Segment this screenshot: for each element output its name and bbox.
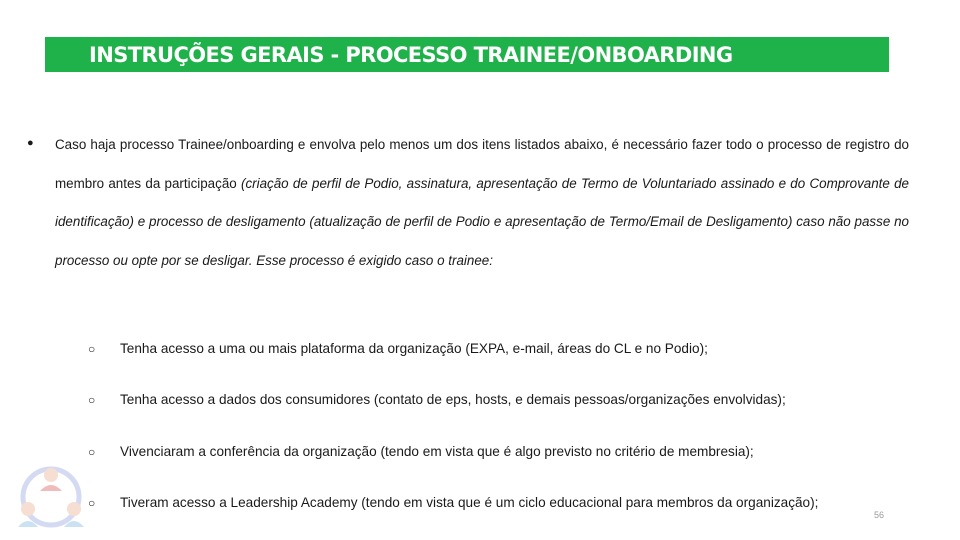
intro-paragraph	[55, 126, 909, 280]
team-circle-logo-icon	[14, 461, 88, 533]
circle-bullet-icon: ○	[88, 496, 96, 510]
list-item-text: Vivenciaram a conferência da organização (tendo em vista que é algo previsto no critério de membresia);	[120, 444, 754, 459]
list-item	[88, 486, 908, 520]
list-item-text: Tenha acesso a uma ou mais plataforma da organização (EXPA, e-mail, áreas do CL e no Podio);	[120, 341, 708, 356]
list-item	[88, 383, 908, 417]
circle-bullet-icon: ○	[88, 393, 96, 407]
intro-text-regular: Caso haja processo Trainee/onboarding e envolva pelo menos um dos itens listados abaixo, é necessário fazer todo o processo de registro do membro antes da participação	[55, 137, 909, 191]
bullet-marker-icon: ●	[27, 137, 34, 149]
list-item	[88, 332, 908, 366]
circle-bullet-icon: ○	[88, 342, 96, 356]
slide-title: INSTRUÇÕES GERAIS - PROCESSO TRAINEE/ONBOARDING	[89, 42, 733, 67]
title-banner	[45, 37, 889, 72]
intro-text-italic: (criação de perfil de Podio, assinatura, apresentação de Termo de Voluntariado assinado e do Comprovante de identificação) e processo de desligamento (atualização de perfil de Podio e apresentação de Termo/Email de Desligamento) caso não passe no processo ou opte por se desligar. Esse processo é exigido caso o trainee:	[55, 175, 909, 268]
page-number: 56	[874, 510, 885, 520]
circle-bullet-icon: ○	[88, 445, 96, 459]
list-item	[88, 435, 908, 469]
list-item-text: Tenha acesso a dados dos consumidores (contato de eps, hosts, e demais pessoas/organizações envolvidas);	[120, 392, 786, 407]
list-item-text: Tiveram acesso a Leadership Academy (tendo em vista que é um ciclo educacional para membros da organização);	[120, 495, 819, 510]
